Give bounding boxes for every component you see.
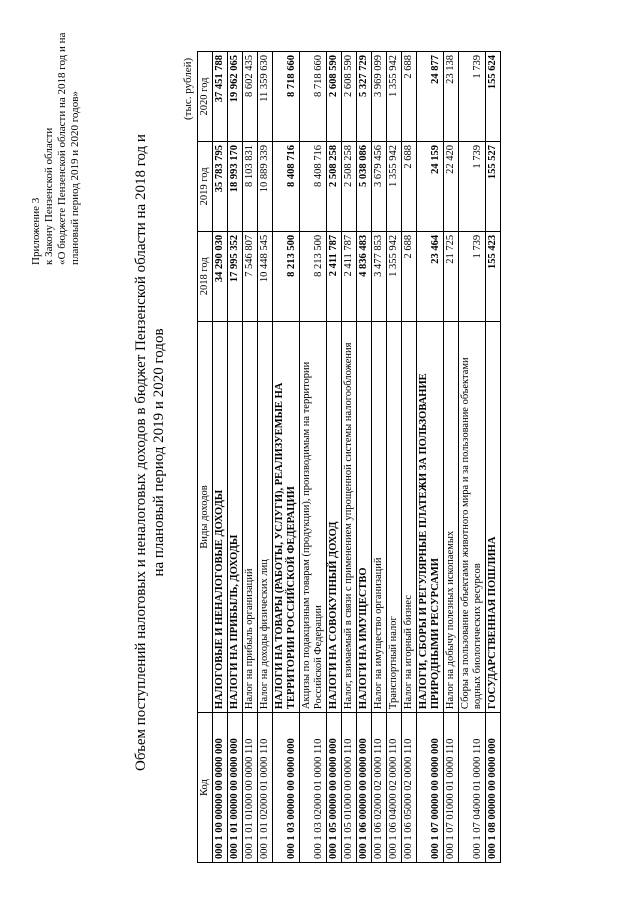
- row-value-2019: 2 688: [402, 141, 417, 231]
- row-name: НАЛОГИ НА СОВОКУПНЫЙ ДОХОД: [327, 321, 342, 712]
- appendix-line: плановый период 2019 и 2020 годов»: [69, 91, 81, 265]
- row-value-2018: 2 688: [402, 231, 417, 321]
- table-row: [327, 52, 342, 863]
- row-name: НАЛОГИ НА ИМУЩЕСТВО: [357, 321, 372, 712]
- column-header: Код: [198, 713, 213, 863]
- row-name: Налог на добычу полезных ископаемых: [444, 321, 459, 712]
- row-value-2020: 8 602 435: [243, 52, 258, 142]
- row-value-2020: 5 327 729: [357, 52, 372, 142]
- row-code: 000 1 07 00000 00 0000 000: [417, 713, 444, 863]
- row-value-2020: 8 718 660: [273, 52, 300, 142]
- row-name: НАЛОГОВЫЕ И НЕНАЛОГОВЫЕ ДОХОДЫ: [213, 321, 228, 712]
- row-value-2019: 18 993 170: [228, 141, 243, 231]
- table-row: [402, 52, 417, 863]
- row-code: 000 1 03 02000 01 0000 110: [300, 713, 327, 863]
- row-code: 000 1 05 00000 00 0000 000: [327, 713, 342, 863]
- appendix-block: [30, 25, 82, 265]
- units-label: (тыс. рублей): [182, 57, 194, 120]
- row-value-2020: 24 877: [417, 52, 444, 142]
- row-value-2019: 1 739: [459, 141, 486, 231]
- row-name: Налог на имущество организаций: [372, 321, 387, 712]
- row-value-2018: 10 448 545: [258, 231, 273, 321]
- row-name: Транспортный налог: [387, 321, 402, 712]
- row-value-2020: 3 969 099: [372, 52, 387, 142]
- row-value-2019: 24 159: [417, 141, 444, 231]
- row-value-2020: 2 688: [402, 52, 417, 142]
- table-row: [243, 52, 258, 863]
- row-name: ГОСУДАРСТВЕННАЯ ПОШЛИНА: [486, 321, 501, 712]
- row-value-2020: 19 962 065: [228, 52, 243, 142]
- table-row: [228, 52, 243, 863]
- row-value-2019: 22 420: [444, 141, 459, 231]
- row-value-2020: 155 624: [486, 52, 501, 142]
- row-code: 000 1 06 02000 02 0000 110: [372, 713, 387, 863]
- table-row: [273, 52, 300, 863]
- row-name: Налог, взимаемый в связи с применением упрощенной системы налогообложения: [342, 321, 357, 712]
- table-row: [444, 52, 459, 863]
- row-value-2019: 8 408 716: [273, 141, 300, 231]
- row-value-2018: 34 290 030: [213, 231, 228, 321]
- row-value-2018: 23 464: [417, 231, 444, 321]
- row-code: 000 1 08 00000 00 0000 000: [486, 713, 501, 863]
- row-value-2018: 1 739: [459, 231, 486, 321]
- row-code: 000 1 00 00000 00 0000 000: [213, 713, 228, 863]
- appendix-line: Приложение 3: [30, 197, 42, 265]
- row-value-2018: 8 213 500: [300, 231, 327, 321]
- row-code: 000 1 05 01000 00 0000 110: [342, 713, 357, 863]
- row-value-2018: 3 477 853: [372, 231, 387, 321]
- column-header: Виды доходов: [198, 321, 213, 712]
- table-row: [387, 52, 402, 863]
- row-value-2020: 37 451 788: [213, 52, 228, 142]
- row-value-2019: 35 783 795: [213, 141, 228, 231]
- table-body: [213, 52, 501, 863]
- row-value-2018: 2 411 787: [327, 231, 342, 321]
- table-row: [342, 52, 357, 863]
- table-row: [300, 52, 327, 863]
- row-value-2019: 2 508 258: [342, 141, 357, 231]
- row-value-2019: 8 103 831: [243, 141, 258, 231]
- title-line: на плановый период 2019 и 2020 годов: [151, 328, 167, 577]
- row-value-2018: 7 546 807: [243, 231, 258, 321]
- table-row: [213, 52, 228, 863]
- row-value-2018: 8 213 500: [273, 231, 300, 321]
- table-row: [372, 52, 387, 863]
- row-name: НАЛОГИ, СБОРЫ И РЕГУЛЯРНЫЕ ПЛАТЕЖИ ЗА ПОЛЬЗОВАНИЕ ПРИРОДНЫМИ РЕСУРСАМИ: [417, 321, 444, 712]
- row-code: 000 1 01 02000 01 0000 110: [258, 713, 273, 863]
- row-name: Сборы за пользование объектами животного мира и за пользование объектами водных биологических ресурсов: [459, 321, 486, 712]
- row-value-2019: 155 527: [486, 141, 501, 231]
- row-value-2020: 23 138: [444, 52, 459, 142]
- row-name: Акцизы по подакцизным товарам (продукции), производимым на территории Российской Федерации: [300, 321, 327, 712]
- row-code: 000 1 01 00000 00 0000 000: [228, 713, 243, 863]
- row-code: 000 1 07 04000 01 0000 110: [459, 713, 486, 863]
- table-header-row: [198, 52, 213, 863]
- document-title: [132, 60, 168, 845]
- row-name: Налог на игорный бизнес: [402, 321, 417, 712]
- row-value-2019: 10 889 339: [258, 141, 273, 231]
- table-row: [417, 52, 444, 863]
- column-header: 2020 год: [198, 52, 213, 142]
- row-value-2019: 1 355 942: [387, 141, 402, 231]
- title-line: Объем поступлений налоговых и неналоговых доходов в бюджет Пензенской области на 2018 год и: [133, 134, 149, 771]
- row-value-2018: 4 836 483: [357, 231, 372, 321]
- row-code: 000 1 03 00000 00 0000 000: [273, 713, 300, 863]
- revenue-table: [197, 51, 501, 863]
- row-value-2019: 8 408 716: [300, 141, 327, 231]
- row-code: 000 1 06 00000 00 0000 000: [357, 713, 372, 863]
- table-row: [459, 52, 486, 863]
- row-value-2018: 17 995 352: [228, 231, 243, 321]
- row-code: 000 1 06 05000 02 0000 110: [402, 713, 417, 863]
- row-value-2019: 2 508 258: [327, 141, 342, 231]
- row-value-2019: 3 679 456: [372, 141, 387, 231]
- row-value-2018: 155 423: [486, 231, 501, 321]
- row-value-2020: 11 359 630: [258, 52, 273, 142]
- row-value-2018: 2 411 787: [342, 231, 357, 321]
- row-value-2020: 8 718 660: [300, 52, 327, 142]
- table-row: [357, 52, 372, 863]
- row-name: НАЛОГИ НА ПРИБЫЛЬ, ДОХОДЫ: [228, 321, 243, 712]
- row-value-2020: 2 608 590: [327, 52, 342, 142]
- row-name: Налог на прибыль организаций: [243, 321, 258, 712]
- row-value-2020: 2 608 590: [342, 52, 357, 142]
- row-code: 000 1 01 01000 00 0000 110: [243, 713, 258, 863]
- column-header: 2019 год: [198, 141, 213, 231]
- row-value-2020: 1 355 942: [387, 52, 402, 142]
- appendix-line: «О бюджете Пензенской области на 2018 год и на: [56, 32, 68, 265]
- row-value-2020: 1 739: [459, 52, 486, 142]
- row-code: 000 1 07 01000 01 0000 110: [444, 713, 459, 863]
- row-code: 000 1 06 04000 02 0000 110: [387, 713, 402, 863]
- row-value-2018: 21 725: [444, 231, 459, 321]
- table-row: [258, 52, 273, 863]
- row-value-2019: 5 038 086: [357, 141, 372, 231]
- column-header: 2018 год: [198, 231, 213, 321]
- row-name: Налог на доходы физических лиц: [258, 321, 273, 712]
- appendix-line: к Закону Пензенской области: [43, 127, 55, 265]
- row-name: НАЛОГИ НА ТОВАРЫ (РАБОТЫ, УСЛУГИ), РЕАЛИЗУЕМЫЕ НА ТЕРРИТОРИИ РОССИЙСКОЙ ФЕДЕРАЦИИ: [273, 321, 300, 712]
- row-value-2018: 1 355 942: [387, 231, 402, 321]
- table-row: [486, 52, 501, 863]
